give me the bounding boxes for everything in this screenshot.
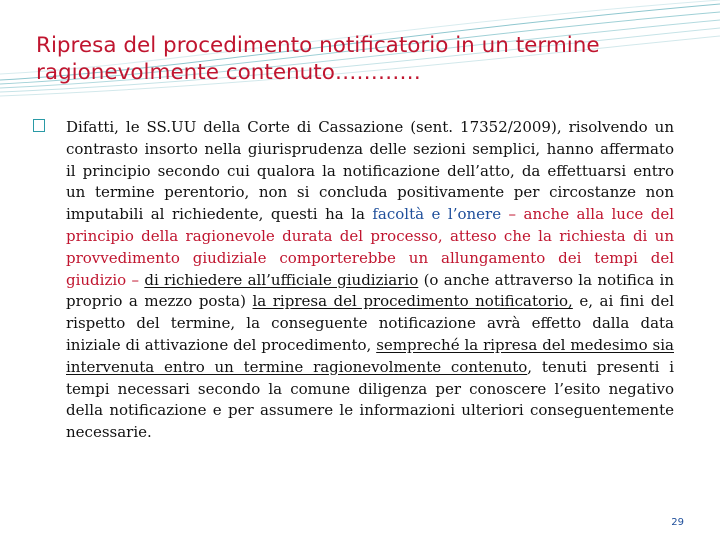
body-text-1: Difatti, le SS.UU della Corte di Cassazione (sent. 17352/2009), risolvendo un contrasto insorto nella giurisprudenza delle sezioni semplici, hanno affermato il principio secondo cui qualora la notificazione dell’atto, da effettuarsi entro un termine perentorio, non si concluda positivamente per circostanze non imputabili al richiedente, questi ha la bbox=[66, 118, 674, 224]
body-dash-2: – bbox=[126, 270, 145, 289]
body-dash-1: – bbox=[501, 205, 524, 224]
underlined-ripresa-procedimento: la ripresa del procedimento notificatorio, bbox=[252, 292, 573, 311]
underlined-termine-ragionevole: sempreché la ripresa del medesimo sia intervenuta entro un termine ragionevolmente contenuto bbox=[66, 335, 674, 376]
slide-title-line-2: ragionevolmente contenuto………… bbox=[36, 60, 421, 85]
slide-title-line-1: Ripresa del procedimento notificatorio in un termine bbox=[36, 33, 600, 58]
checkbox-bullet-icon bbox=[33, 119, 45, 132]
page-number: 29 bbox=[671, 517, 684, 528]
emphasis-ragionevole-durata: anche alla luce del principio della ragionevole durata del processo, atteso che la richiesta di un provvedimento giudiziale comporterebbe un allungamento dei tempi del giudizio bbox=[66, 205, 674, 289]
bullet-item bbox=[40, 117, 674, 444]
body-text-2: (o anche attraverso la notifica in proprio a mezzo posta) bbox=[66, 270, 674, 311]
body-paragraph bbox=[40, 117, 674, 444]
underlined-richiedere-ufficiale: di richiedere all’ufficiale giudiziario bbox=[144, 270, 419, 289]
body-text-4: , tenuti presenti i tempi necessari secondo la comune diligenza per conoscere l’esito negativo della notificazione e per assumere le informazioni ulteriori conseguentemente necessarie. bbox=[66, 357, 674, 442]
emphasis-facolta-onere: facoltà e l’onere bbox=[372, 205, 502, 224]
body-text-3: e, ai fini del rispetto del termine, la conseguente notificazione avrà effetto dalla data iniziale di attivazione del procedimento, bbox=[66, 292, 675, 354]
slide-title bbox=[36, 32, 686, 86]
